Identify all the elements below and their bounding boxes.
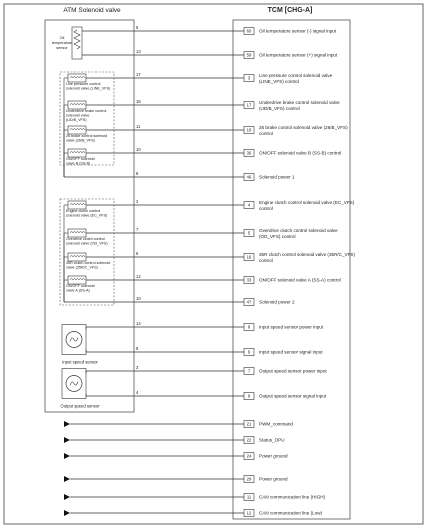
pin-right: 5: [247, 230, 251, 236]
solenoid-label: Line pressure control: [66, 82, 101, 86]
speed-sensor-label: Output speed sensor: [60, 403, 100, 409]
components: [52, 27, 114, 409]
pin-right: 7: [247, 368, 251, 374]
pin-left: 2: [136, 199, 139, 204]
signal-label: 35R clutch control solenoid valve (35R/C_VFS) control: [259, 252, 356, 263]
signal-label: Input speed sensor power input: [259, 324, 324, 330]
pin-left: 14: [136, 321, 141, 326]
signal-label: ON/OFF solenoid valve B (SS-B) control: [259, 150, 342, 156]
solenoid-label: valve (35R/C_VFS): [66, 265, 98, 270]
pin-left: 10: [136, 147, 141, 152]
signal-label: Power ground: [259, 476, 288, 482]
solenoid-label: (UD/B_VFS): [66, 118, 87, 123]
pin-left: 8: [136, 346, 139, 351]
solenoid-label: solenoid valve: [66, 113, 90, 118]
pin-right: 59: [246, 52, 252, 58]
oil-temp-sensor: [52, 27, 114, 59]
solenoid-label: 26 brake control solenoid: [66, 134, 108, 138]
solenoid-label: ON/OFF solenoid: [66, 284, 95, 288]
arrow-icon: [64, 421, 70, 427]
solenoid-label: 35R clutch control solenoid: [66, 261, 111, 265]
input-speed-sensor: [62, 325, 114, 365]
pin-left: 16: [136, 99, 141, 104]
pin-right: 6: [247, 349, 251, 355]
arrow-icon: [64, 510, 70, 516]
solenoid-label: solenoid valve (OD_VFS): [66, 241, 108, 246]
signal-label: Oil temperature sensor (-) signal input: [259, 28, 337, 34]
signal-label: Overdrive clutch control solenoid valve (OD_VFS) control: [259, 228, 338, 239]
solenoid-label: valve A (SS-A): [66, 288, 90, 293]
speed-sensor-label: Input speed sensor: [62, 359, 98, 365]
pin-left: 11: [136, 124, 141, 129]
pin-right: 46: [246, 174, 252, 180]
pin-right: 47: [246, 299, 252, 305]
pin-left: 4: [136, 390, 139, 395]
pin-right: 12: [246, 510, 252, 516]
solenoid-label: valve B (SS-B): [66, 161, 91, 166]
left-title: ATM Solenoid valve: [63, 7, 121, 14]
pin-right: 60: [246, 28, 252, 34]
pin-right: 29: [246, 476, 252, 482]
arrow-icon: [64, 453, 70, 459]
signal-label: Underdrive brake control solenoid valve (UD/B_VFS) control: [259, 100, 340, 111]
signal-label: Status_OPU: [259, 437, 285, 443]
arrow-icon: [64, 476, 70, 482]
signal-label: Engine clutch control solenoid valve (EC_VFS) control: [259, 200, 355, 211]
signal-label: Solenoid power 1: [259, 174, 295, 180]
labels: [259, 29, 355, 516]
pin-right: 18: [246, 127, 252, 133]
solenoid-label: valve (26/B_VFS): [66, 138, 95, 143]
signal-label: Output speed sensor power input: [259, 368, 327, 374]
solenoid-label: Engine clutch control: [66, 209, 101, 213]
pin-left: 3: [136, 365, 139, 370]
pin-left: 13: [136, 49, 141, 54]
signal-label: ON/OFF solenoid valve A (SS-A) control: [259, 277, 341, 283]
wires: [64, 25, 254, 517]
pin-right: 4: [247, 202, 251, 208]
signal-label: Solenoid power 2: [259, 299, 295, 305]
solenoid-c8: [64, 276, 114, 302]
pin-right: 11: [246, 494, 252, 500]
oil-temp-sensor-label: temperature: [51, 41, 73, 45]
solenoid-label: Overdrive clutch control: [66, 237, 105, 241]
pin-left: 12: [136, 274, 141, 279]
pin-right: 9: [247, 393, 251, 399]
tcm-box: [233, 20, 350, 519]
oil-temp-sensor-label: Oil: [59, 36, 65, 40]
signal-label: Oil temperature sensor (+) signal input: [259, 52, 338, 58]
signal-label: CAN communication line (Low): [259, 510, 323, 516]
pin-left: 8: [136, 171, 139, 176]
signal-label: Line pressure control solenoid valve (LINE_VFS) control: [259, 73, 333, 84]
output-speed-sensor: [61, 369, 114, 409]
pin-right: 36: [246, 150, 252, 156]
oil-temp-sensor-label: sensor: [56, 46, 68, 50]
solenoid-label: solenoid valve (LINE_VFS): [66, 86, 111, 91]
right-title: TCM [CHG-A]: [267, 7, 313, 14]
solenoid-label: Underdrive brake control: [66, 109, 107, 113]
arrow-icon: [64, 494, 70, 500]
solenoid-c4: [64, 149, 114, 177]
signal-label: PWM_command: [259, 421, 293, 427]
signal-label: Power ground: [259, 453, 288, 459]
pin-left: 17: [136, 72, 141, 77]
pin-left: 6: [136, 251, 139, 256]
signal-label: 26 brake control solenoid valve (26/B_VFS) control: [259, 125, 348, 136]
pin-left: 10: [136, 296, 141, 301]
solenoid-label: ON/OFF solenoid: [66, 157, 95, 161]
pin-right: 21: [246, 421, 252, 427]
pin-right: 3: [247, 75, 251, 81]
pin-right: 8: [247, 324, 251, 330]
pin-left: 5: [136, 25, 139, 30]
pin-right: 24: [246, 453, 252, 459]
pin-right: 17: [246, 102, 252, 108]
signal-label: CAN communication line (HIGH): [259, 494, 326, 500]
pin-right: 22: [246, 437, 252, 443]
pin-right: 16: [246, 254, 252, 260]
solenoid-label: solenoid valve (EC_VFS): [66, 213, 108, 218]
pin-left: 7: [136, 227, 139, 232]
signal-label: Input speed sensor signal input: [259, 349, 323, 355]
arrow-icon: [64, 437, 70, 443]
pin-right: 33: [246, 277, 252, 283]
thermistor-icon: [74, 30, 80, 49]
signal-label: Output speed sensor signal input: [259, 393, 327, 399]
